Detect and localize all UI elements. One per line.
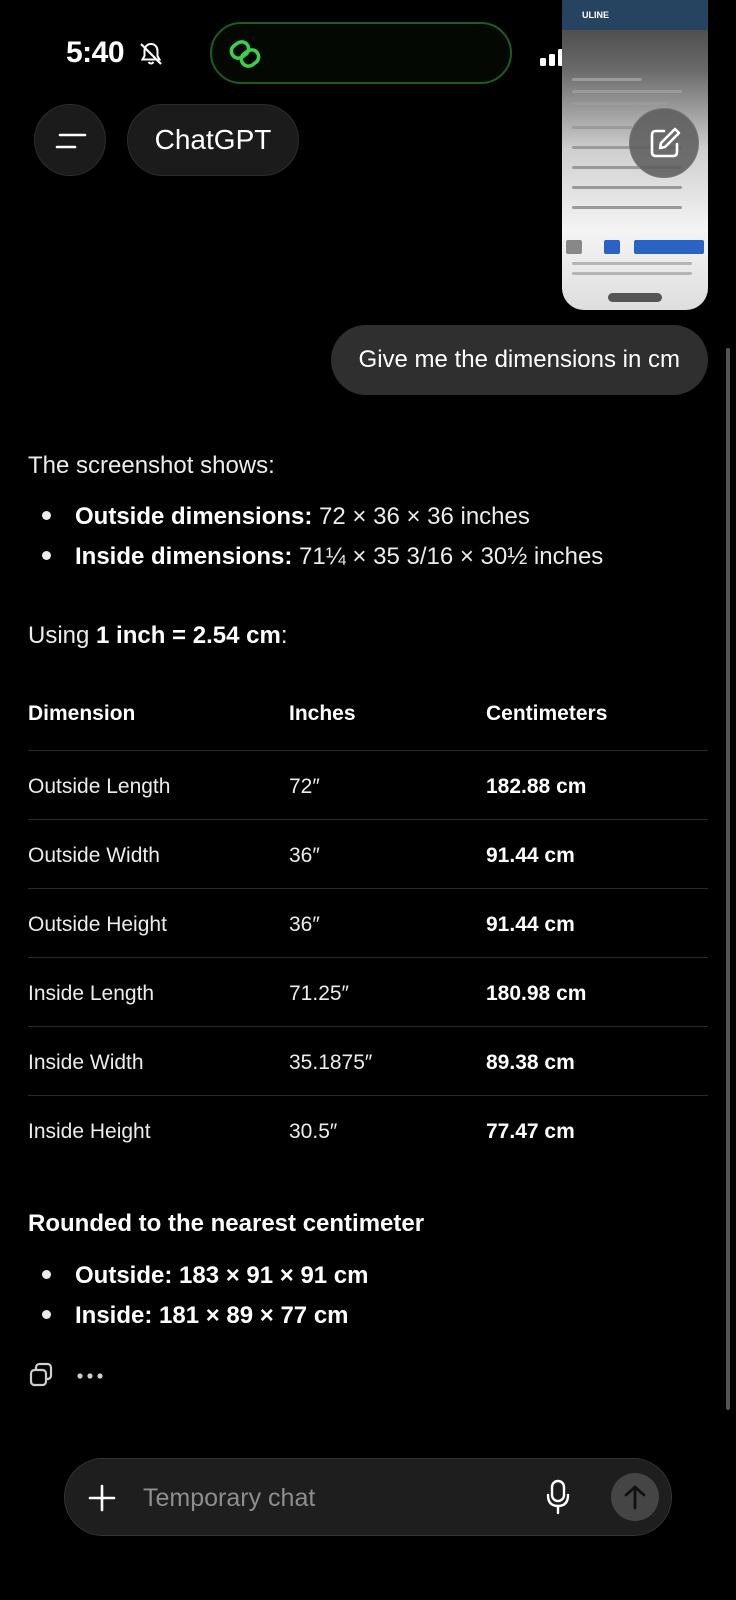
thumbnail-line bbox=[572, 262, 692, 265]
table-row bbox=[28, 820, 708, 889]
conversion-factor: 1 inch = 2.54 cm bbox=[96, 622, 281, 649]
link-chain-icon bbox=[226, 35, 264, 73]
hamburger-menu-icon bbox=[55, 129, 87, 153]
new-chat-button[interactable] bbox=[629, 108, 699, 178]
table-row bbox=[28, 751, 708, 820]
arrow-up-icon bbox=[623, 1484, 647, 1510]
bell-slash-icon bbox=[138, 41, 164, 67]
table-row bbox=[28, 1027, 708, 1096]
table-cell-dimension: Outside Width bbox=[28, 844, 160, 867]
user-message-bubble: Give me the dimensions in cm bbox=[331, 325, 708, 395]
thumbnail-line bbox=[572, 102, 667, 105]
table-cell-inches: 71.25″ bbox=[289, 982, 349, 1005]
conversion-suffix: : bbox=[280, 622, 288, 649]
table-cell-dimension: Inside Width bbox=[28, 1051, 144, 1074]
table-cell-inches: 36″ bbox=[289, 844, 320, 867]
rounded-heading: Rounded to the nearest centimeter bbox=[28, 1210, 425, 1237]
conversion-note bbox=[28, 622, 708, 650]
bullet-text: Inside: 181 × 89 × 77 cm bbox=[75, 1302, 349, 1329]
bullet-label: Outside dimensions: bbox=[75, 503, 313, 530]
table-cell-centimeters: 182.88 cm bbox=[486, 775, 587, 798]
table-row bbox=[28, 889, 708, 958]
send-button[interactable] bbox=[611, 1473, 659, 1521]
bullet-rounded-inside bbox=[28, 1302, 349, 1330]
bullet-inside-dimensions bbox=[28, 543, 603, 571]
table-cell-centimeters: 77.47 cm bbox=[486, 1120, 575, 1143]
bullet-rounded-outside bbox=[28, 1262, 369, 1290]
bullet-dot bbox=[42, 511, 51, 520]
table-cell-centimeters: 91.44 cm bbox=[486, 844, 575, 867]
bullet-text: 71¼ × 35 3/16 × 30½ inches bbox=[292, 543, 604, 570]
bullet-dot bbox=[42, 1310, 51, 1319]
table-cell-inches: 35.1875″ bbox=[289, 1051, 373, 1074]
thumbnail-button bbox=[566, 240, 582, 254]
thumbnail-button bbox=[604, 240, 620, 254]
bullet-outside-dimensions bbox=[28, 503, 530, 531]
table-cell-inches: 30.5″ bbox=[289, 1120, 338, 1143]
compose-pencil-icon bbox=[648, 126, 682, 160]
table-header-cell: Dimension bbox=[28, 702, 136, 725]
conversion-prefix: Using bbox=[28, 622, 97, 649]
dynamic-island[interactable] bbox=[210, 22, 512, 84]
microphone-icon[interactable] bbox=[545, 1479, 571, 1515]
thumbnail-line bbox=[572, 186, 682, 189]
table-cell-dimension: Outside Length bbox=[28, 775, 171, 798]
chat-composer bbox=[64, 1458, 672, 1536]
thumbnail-line bbox=[572, 272, 692, 275]
table-header-row bbox=[28, 690, 708, 751]
model-title-button[interactable]: ChatGPT bbox=[127, 104, 299, 176]
scrollbar[interactable] bbox=[726, 348, 730, 1410]
chat-input[interactable] bbox=[141, 1477, 525, 1519]
table-row bbox=[28, 1096, 708, 1164]
bullet-text: Outside: 183 × 91 × 91 cm bbox=[75, 1262, 369, 1289]
table-header-cell: Inches bbox=[289, 702, 356, 725]
bullet-text: 72 × 36 × 36 inches bbox=[312, 503, 530, 530]
more-dots-icon[interactable] bbox=[76, 1372, 106, 1380]
table-cell-centimeters: 89.38 cm bbox=[486, 1051, 575, 1074]
table-cell-centimeters: 91.44 cm bbox=[486, 913, 575, 936]
thumbnail-line bbox=[572, 90, 682, 93]
copy-icon[interactable] bbox=[28, 1362, 54, 1388]
thumbnail-line bbox=[572, 126, 632, 129]
table-row bbox=[28, 958, 708, 1027]
menu-button[interactable] bbox=[34, 104, 106, 176]
bullet-label: Inside dimensions: bbox=[75, 543, 293, 570]
table-cell-dimension: Inside Length bbox=[28, 982, 155, 1005]
response-intro: The screenshot shows: bbox=[28, 452, 275, 479]
bullet-dot bbox=[42, 551, 51, 560]
thumbnail-url-pill bbox=[608, 293, 662, 302]
status-time: 5:40 bbox=[66, 36, 125, 69]
thumbnail-logo: ULINE bbox=[582, 10, 609, 20]
thumbnail-line bbox=[572, 206, 682, 209]
table-cell-dimension: Inside Height bbox=[28, 1120, 151, 1143]
table-cell-inches: 72″ bbox=[289, 775, 320, 798]
dimensions-table bbox=[28, 690, 708, 1164]
plus-icon[interactable] bbox=[87, 1483, 117, 1513]
thumbnail-header bbox=[562, 0, 708, 30]
table-cell-centimeters: 180.98 cm bbox=[486, 982, 587, 1005]
table-cell-inches: 36″ bbox=[289, 913, 320, 936]
table-cell-dimension: Outside Height bbox=[28, 913, 167, 936]
thumbnail-line bbox=[572, 78, 642, 81]
bullet-dot bbox=[42, 1270, 51, 1279]
thumbnail-add-to-cart bbox=[634, 240, 704, 254]
table-header-cell: Centimeters bbox=[486, 702, 608, 725]
